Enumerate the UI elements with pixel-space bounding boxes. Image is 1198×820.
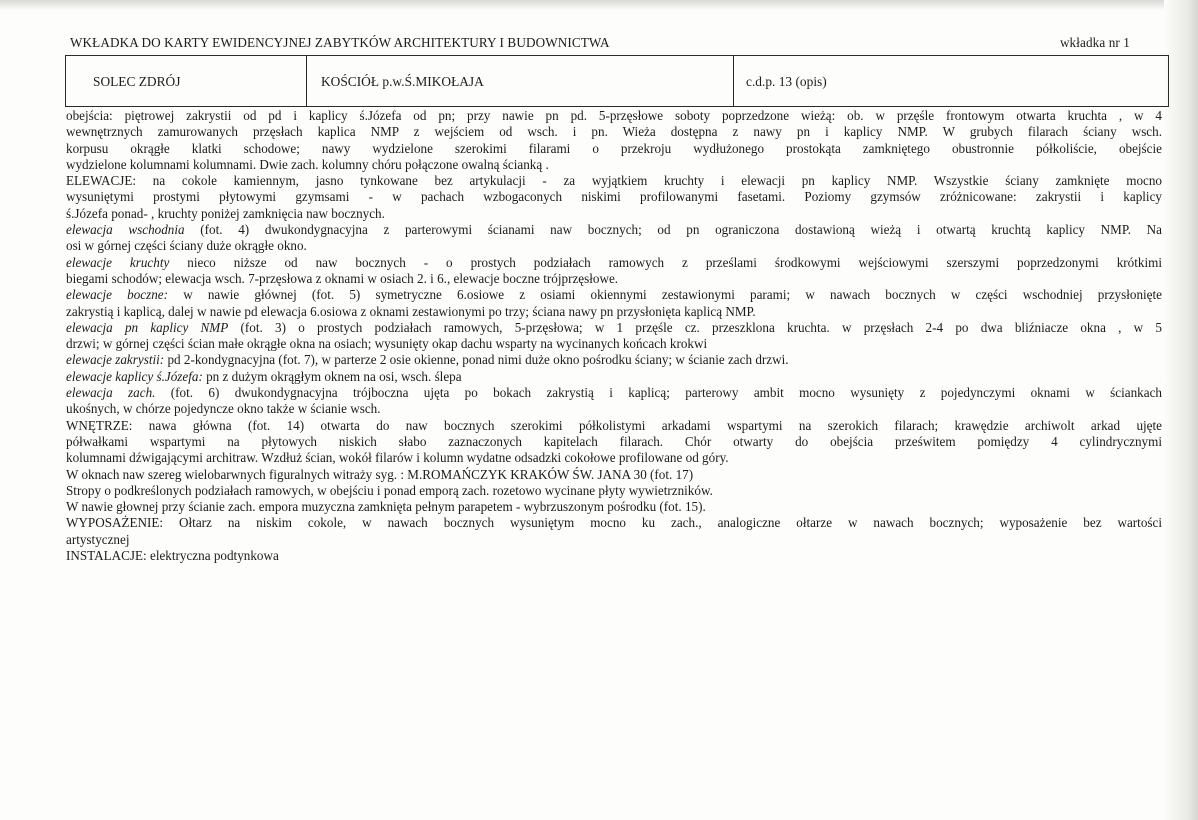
- line-text: osi w górnej części ściany duże okrągłe okno.: [66, 238, 307, 254]
- line-text: ukośnych, w chórze pojedyncze okno także w ścianie wsch.: [66, 401, 381, 417]
- line-text: ELEWACJE: na cokole kamiennym, jasno tynkowane bez artykulacji - za wyjątkiem kruchty i elewacji pn kaplicy NMP. Wszystkie ściany zamknięte mocno: [66, 173, 1162, 189]
- description-line: [66, 222, 1162, 238]
- continuation-cell: c.d.p. 13 (opis): [746, 74, 827, 89]
- line-text: obejścia: piętrowej zakrystii od pd i kaplicy ś.Józefa od pn; przy nawie pn pd. 5-przęsłowe soboty poprzedzone wieżą: ob. w przęśle frontowym otwarta kruchta , w 4: [66, 108, 1162, 123]
- section-label: elewacja wschodnia: [66, 222, 185, 238]
- line-text: ś.Józefa ponad- , kruchty poniżej zamknięcia naw bocznych.: [66, 205, 385, 221]
- line-text: kolumnami dźwigającymi architraw. Wzdłuż ścian, wokół filarów i kolumn wydatne odsadzki cokołowe profilowane od góry.: [66, 450, 729, 466]
- line-text: półwałkami wspartymi na płytowych niskich słabo zaznaczonych kapitelach filarach. Chór otwarty do obejścia prześwitem pomiędzy 4 cylindrycznymi: [66, 433, 1162, 449]
- description-line: [66, 124, 1162, 140]
- line-text: korpusu okrągłe klatki schodowe; nawy wydzielone szerokimi filarami o przekroju wydłużonego prostokąta zamkniętego obustronnie półkoliście, obejście: [66, 140, 1162, 156]
- description-line: [66, 173, 1162, 189]
- line-text: WYPOSAŻENIE: Ołtarz na niskim cokole, w nawach bocznych wysuniętym mocno ku zach., analogiczne ołtarze w nawach bocznych; wyposażenie bez wartości: [66, 515, 1162, 531]
- description-line: [66, 320, 1162, 336]
- line-text: Stropy o podkreślonych podziałach ramowych, w obejściu i ponad emporą zach. rozetowo wycinane płyty wywietrzników.: [66, 482, 713, 498]
- description-line: [66, 434, 1162, 450]
- description-line: [66, 304, 1162, 320]
- line-text: artystycznej: [66, 531, 130, 547]
- description-line: [66, 499, 1162, 515]
- line-text: wydzielone kolumnami kolumnami. Dwie zach. kolumny chóru połączone owalną ścianką .: [66, 156, 549, 172]
- description-line: [66, 385, 1162, 401]
- scan-edge-top: [0, 0, 1198, 10]
- line-text: biegami schodów; elewacja wsch. 7-przęsłowa z oknami w osiach 2. i 6., elewacje boczne trójprzęsłowe.: [66, 270, 619, 286]
- description-line: [66, 450, 1162, 466]
- section-label: elewacje kaplicy ś.Józefa:: [66, 368, 203, 384]
- line-text: (fot. 3) o prostych podziałach ramowych, 5-przęsłowa; w 1 przęśle cz. przeszklona kruchta. w przęsłach 2-4 po dwa bliźniacze okna , w 5: [228, 319, 1162, 335]
- line-text: drzwi; w górnej części ścian małe okrągłe okna na osiach; wysunięty okap dachu wsparty na wycinanych końcach krokwi: [66, 336, 708, 352]
- description-line: [66, 255, 1162, 271]
- scan-edge-right: [1164, 0, 1198, 820]
- description-text: [66, 108, 1162, 564]
- description-line: [66, 515, 1162, 531]
- section-label: elewacja pn kaplicy NMP: [66, 319, 229, 335]
- description-line: [66, 141, 1162, 157]
- description-line: [66, 108, 1162, 124]
- description-line: [66, 352, 1162, 368]
- description-line: [66, 548, 1162, 564]
- header-table: [65, 55, 1169, 107]
- line-text: W nawie głownej przy ścianie zach. empora muzyczna zamknięta pełnym parapetem - wybrzuszonym pośrodku (fot. 15).: [66, 499, 706, 515]
- object-cell: KOŚCIÓŁ p.w.Ś.MIKOŁAJA: [307, 56, 734, 106]
- description-line: [66, 336, 1162, 352]
- line-text: w nawie głównej (fot. 5) symetryczne 6.osiowe z osiami okiennymi zestawionymi parami; w nawach bocznych w części wschodniej przysłonięte: [168, 287, 1162, 303]
- line-text: pd 2-kondygnacyjna (fot. 7), w parterze 2 osie okienne, ponad nimi duże okno pośrodku ściany; w ścianie zach drzwi.: [164, 352, 789, 368]
- place-cell: SOLEC ZDRÓJ: [66, 56, 307, 106]
- line-text: zakrystią i kaplicą, dalej w nawie pd elewacja 6.osiowa z oknami zestawionymi po trzy; ściana nawy pn przysłonięta kaplicą NMP.: [66, 303, 756, 319]
- line-text: WNĘTRZE: nawa główna (fot. 14) otwarta do naw bocznych szerokimi półkolistymi arkadami wspartymi na szerokich filarach; krawędzie archiwolt arkad ujęte: [66, 417, 1162, 433]
- description-line: [66, 189, 1162, 205]
- description-line: [66, 418, 1162, 434]
- description-line: [66, 157, 1162, 173]
- line-text: (fot. 4) dwukondygnacyjna z parterowymi ścianami naw bocznych; od pn ograniczona dostawioną wieżą i otwartą kruchtą kaplicy NMP. Na: [184, 222, 1162, 238]
- description-line: [66, 238, 1162, 254]
- description-line: [66, 532, 1162, 548]
- line-text: (fot. 6) dwukondygnacyjna trójboczna ujęta po bokach zakrystią i kaplicą; parterowy ambit mocno wysunięty z pojedynczymi oknami w ściankach: [155, 385, 1162, 401]
- section-label: elewacja zach.: [66, 385, 156, 401]
- line-text: nieco niższe od naw bocznych - o prostych podziałach ramowych z prześlami środkowymi wejściowymi szerszymi poprzedzonymi krótkimi: [169, 254, 1163, 270]
- section-label: elewacje kruchty: [66, 254, 170, 270]
- description-line: [66, 483, 1162, 499]
- description-line: [66, 369, 1162, 385]
- description-line: [66, 287, 1162, 303]
- insert-number: wkładka nr 1: [1059, 35, 1130, 50]
- section-label: elewacje zakrystii:: [66, 352, 165, 368]
- line-text: wysuniętymi prostymi płytowymi gzymsami - w pachach wzbogaconych niskimi profilowanymi fasetami. Poziomy gzymsów zróżnicowane: zakrystii i kaplicy: [66, 189, 1162, 205]
- line-text: wewnętrznych zamurowanych przęsłach kaplica NMP z wejściem od wsch. i pn. Wieża dostępna z nawy pn i kaplicy NMP. W grubych filarach ściany wsch.: [66, 124, 1162, 140]
- line-text: INSTALACJE: elektryczna podtynkowa: [66, 548, 279, 564]
- description-line: [66, 206, 1162, 222]
- document-title: WKŁADKA DO KARTY EWIDENCYJNEJ ZABYTKÓW ARCHITEKTURY I BUDOWNICTWA: [70, 35, 610, 50]
- line-text: pn z dużym okrągłym oknem na osi, wsch. ślepa: [202, 368, 462, 384]
- description-line: [66, 467, 1162, 483]
- section-label: elewacje boczne:: [66, 287, 169, 303]
- description-line: [66, 271, 1162, 287]
- line-text: W oknach naw szereg wielobarwnych figuralnych witraży syg. : M.ROMAŃCZYK KRAKÓW ŚW. JANA 30 (fot. 17): [66, 466, 694, 482]
- description-line: [66, 401, 1162, 417]
